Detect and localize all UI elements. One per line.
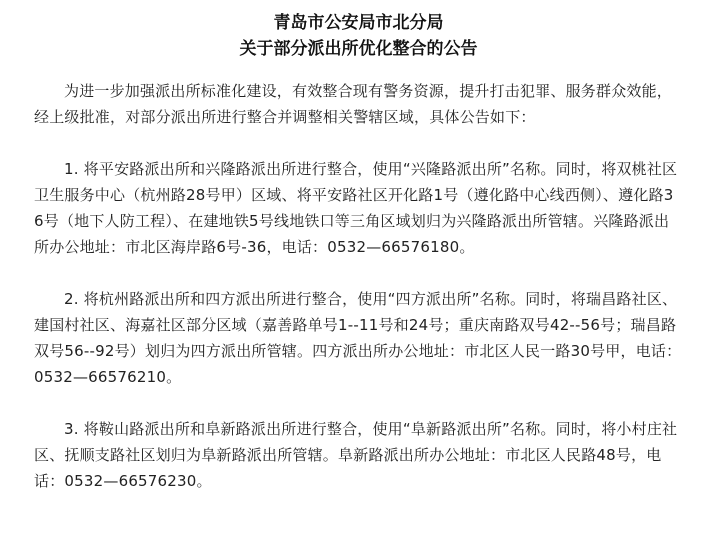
list-item-3: 3. 将鞍山路派出所和阜新路派出所进行整合，使用“阜新路派出所”名称。同时，将小村庄社区、抚顺支路社区划归为阜新路派出所管辖。阜新路派出所办公地址：市北区人民路48号，电话：0532—66576230。 bbox=[34, 420, 678, 490]
title-block bbox=[34, 10, 683, 62]
title-line-1: 青岛市公安局市北分局 bbox=[273, 13, 444, 33]
list-item-2: 2. 将杭州路派出所和四方派出所进行整合，使用“四方派出所”名称。同时，将瑞昌路社区、建国村社区、海嘉社区部分区域（嘉善路单号1--11号和24号；重庆南路双号42--56号；瑞昌路双号56--92号）划归为四方派出所管辖。四方派出所办公地址：市北区人民一路30号甲，电话： 0532—66576210。 bbox=[34, 290, 682, 386]
title-line-2: 关于部分派出所优化整合的公告 bbox=[239, 39, 478, 59]
list-item-1: 1. 将平安路派出所和兴隆路派出所进行整合，使用“兴隆路派出所”名称。同时，将双桃社区卫生服务中心（杭州路28号甲）区域、将平安路社区开化路1号（遵化路中心线西侧）、遵化路36号（地下人防工程）、在建地铁5号线地铁口等三角区域划归为兴隆路派出所管辖。兴隆路派出所办公地址：市北区海岸路6号-36，电话：0532—66576180。 bbox=[34, 160, 678, 256]
intro-paragraph: 为进一步加强派出所标准化建设，有效整合现有警务资源，提升打击犯罪、服务群众效能，经上级批准，对部分派出所进行整合并调整相关警辖区域，具体公告如下： bbox=[34, 82, 673, 126]
